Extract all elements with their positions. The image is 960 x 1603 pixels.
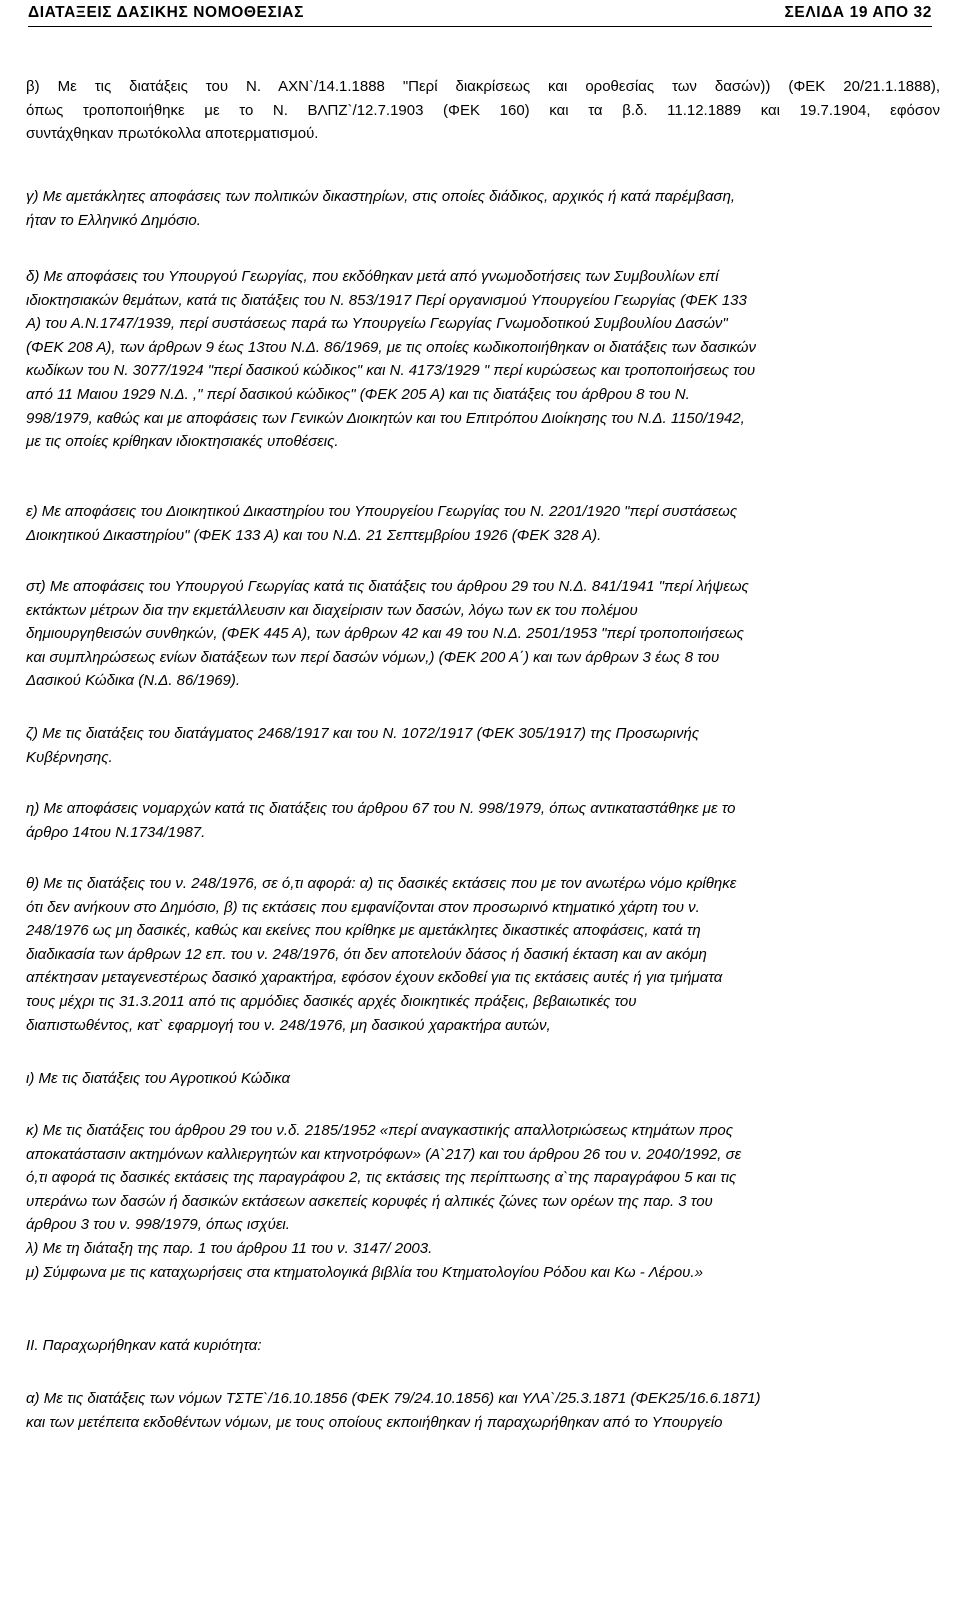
text-line: απέκτησαν μεταγενεστέρως δασικό χαρακτήρα, εφόσον έχουν εκδοθεί για τις εκτάσεις αυτές ή για τμήματα	[26, 969, 723, 987]
text-line: δ) Με αποφάσεις του Υπουργού Γεωργίας, που εκδόθηκαν μετά από γνωμοδοτήσεις των Συμβουλίων επί	[26, 268, 719, 285]
paragraph-theta	[26, 872, 940, 1037]
paragraph-st	[26, 575, 940, 693]
text-line: από 11 Μαιου 1929 Ν.Δ. ," περί δασικού κώδικος" (ΦΕΚ 205 Α) και τις διατάξεις του άρθρου 8 του Ν.	[26, 385, 690, 403]
text-line: (ΦΕΚ 208 Α), των άρθρων 9 έως 13του Ν.Δ. 86/1969, με τις οποίες κωδικοποιήθηκαν οι διατάξεις των δασικών	[26, 338, 756, 356]
text-line: και των μετέπειτα εκδοθέντων νόμων, με τους οποίους εκποιήθηκαν ή παραχωρήθηκαν από το Υπουργείο	[26, 1413, 723, 1431]
text-line: διαπιστωθέντος, κατ` εφαρμογή του ν. 248/1976, μη δασικού χαρακτήρα αυτών,	[26, 1016, 551, 1034]
text-line: τους μέχρι τις 31.3.2011 από τις αρμόδιες δασικές αρχές διοικητικές πράξεις, βεβαιωτικές του	[26, 992, 637, 1010]
text-line: κ) Με τις διατάξεις του άρθρου 29 του ν.δ. 2185/1952 «περί αναγκαστικής απαλλοτριώσεως κτημάτων προς	[26, 1122, 733, 1139]
text-line: θ) Με τις διατάξεις του ν. 248/1976, σε ό,τι αφορά: α) τις δασικές εκτάσεις που με τον ανωτέρω νόμο κρίθηκε	[26, 875, 737, 892]
text-line: όπως τροποποιήθηκε με το Ν. ΒΛΠΖ`/12.7.1903 (ΦΕΚ 160) και τα β.δ. 11.12.1889 και 19.7.1904, εφόσον	[26, 101, 940, 119]
text-line: Δασικού Κώδικα (Ν.Δ. 86/1969).	[26, 672, 241, 690]
text-line: ε) Με αποφάσεις του Διοικητικού Δικαστηρίου του Υπουργείου Γεωργίας του Ν. 2201/1920 "περί συστάσεως	[26, 503, 738, 520]
text-line: άρθρου 3 του ν. 998/1979, όπως ισχύει.	[26, 1216, 290, 1234]
text-line: ι) Με τις διατάξεις του Αγροτικού Κώδικα	[26, 1070, 291, 1087]
text-line: κωδίκων του Ν. 3077/1924 "περί δασικού κώδικος" και Ν. 4173/1929 " περί κυρώσεως και τροποποιήσεως του	[26, 362, 756, 380]
text-line: Κυβέρνησης.	[26, 748, 113, 766]
paragraph-lambda	[26, 1237, 940, 1261]
paragraph-alpha	[26, 1387, 940, 1434]
text-line: ήταν το Ελληνικό Δημόσιο.	[26, 211, 201, 229]
text-line: στ) Με αποφάσεις του Υπουργού Γεωργίας κατά τις διατάξεις του άρθρου 29 του Ν.Δ. 841/1941 "περί λήψεως	[26, 578, 749, 595]
text-line: ό,τι αφορά τις δασικές εκτάσεις της παραγράφου 2, τις εκτάσεις της περίπτωσης α`της παραγράφου 5 και τις	[26, 1169, 737, 1187]
text-line: 248/1976 ως μη δασικές, καθώς και εκείνες που κρίθηκε με αμετάκλητες δικαστικές αποφάσεις, κατά τη	[26, 922, 701, 940]
page-number: ΣΕΛΙΔΑ 19 ΑΠΟ 32	[784, 4, 932, 21]
text-line: Α) του Α.Ν.1747/1939, περί συστάσεως παρά τω Υπουργείω Γεωργίας Γνωμοδοτικού Συμβουλίου Δασών"	[26, 315, 728, 333]
text-line: β) Με τις διατάξεις του Ν. ΑΧΝ`/14.1.1888 "Περί διακρίσεως και οροθεσίας των δασών)) (ΦΕΚ 20/21.1.1888),	[26, 78, 940, 95]
text-line: α) Με τις διατάξεις των νόμων ΤΣΤΕ`/16.10.1856 (ΦΕΚ 79/24.10.1856) και ΥΛΑ`/25.3.1871 (ΦΕΚ25/16.6.1871)	[26, 1390, 761, 1407]
paragraph-eta	[26, 797, 940, 844]
paragraph-iota	[26, 1067, 940, 1091]
text-line: άρθρο 14του Ν.1734/1987.	[26, 823, 206, 841]
text-line: Διοικητικού Δικαστηρίου" (ΦΕΚ 133 Α) και του Ν.Δ. 21 Σεπτεμβρίου 1926 (ΦΕΚ 328 Α).	[26, 526, 602, 544]
text-line: ότι δεν ανήκουν στο Δημόσιο, β) τις εκτάσεις που εμφανίζονται στον προσωρινό κτηματικό χάρτη του ν.	[26, 898, 700, 916]
paragraph-beta	[26, 75, 940, 146]
page-header	[28, 0, 932, 27]
paragraph-epsilon	[26, 500, 940, 547]
text-line: 998/1979, καθώς και με αποφάσεις των Γενικών Διοικητών και του Επιτρόπου Διοίκησης του Ν.Δ. 1150/1942,	[26, 409, 745, 427]
text-line: γ) Με αμετάκλητες αποφάσεις των πολιτικών δικαστηρίων, στις οποίες διάδικος, αρχικός ή κατά παρέμβαση,	[26, 188, 736, 205]
paragraph-gamma	[26, 185, 940, 232]
text-line: υπεράνω των δασών ή δασικών εκτάσεων ασκεπείς κορυφές ή αλπικές ζώνες των ορέων της παρ. 3 του	[26, 1192, 713, 1210]
paragraph-zeta	[26, 722, 940, 769]
text-line: αποκατάστασιν ακτημόνων καλλιεργητών και κτηνοτρόφων» (Α`217) και του άρθρου 26 του ν. 2040/1992, σε	[26, 1145, 742, 1163]
text-line: ΙΙ. Παραχωρήθηκαν κατά κυριότητα:	[26, 1337, 262, 1354]
section-heading-ii	[26, 1334, 940, 1358]
text-line: λ) Με τη διάταξη της παρ. 1 του άρθρου 11 του ν. 3147/ 2003.	[26, 1240, 433, 1257]
document-title: ΔΙΑΤΑΞΕΙΣ ΔΑΣΙΚΗΣ ΝΟΜΟΘΕΣΙΑΣ	[28, 4, 304, 21]
text-line: εκτάκτων μέτρων δια την εκμετάλλευσιν και διαχείρισιν των δασών, λόγω των εκ του πολέμου	[26, 601, 638, 619]
text-line: συντάχθηκαν πρωτόκολλα αποτερματισμού.	[26, 125, 319, 143]
text-line: η) Με αποφάσεις νομαρχών κατά τις διατάξεις του άρθρου 67 του Ν. 998/1979, όπως αντικαταστάθηκε με το	[26, 800, 736, 817]
paragraph-mu	[26, 1261, 940, 1285]
paragraph-kappa	[26, 1119, 940, 1237]
text-line: δημιουργηθεισών συνθηκών, (ΦΕΚ 445 Α), των άρθρων 42 και 49 του Ν.Δ. 2501/1953 "περί τροποποιήσεως	[26, 625, 744, 643]
paragraph-delta	[26, 265, 940, 454]
text-line: με τις οποίες κρίθηκαν ιδιοκτησιακές υποθέσεις.	[26, 433, 339, 451]
text-line: μ) Σύμφωνα με τις καταχωρήσεις στα κτηματολογικά βιβλία του Κτηματολογίου Ρόδου και Κω - Λέρου.»	[26, 1264, 703, 1281]
text-line: διαδικασία των άρθρων 12 επ. του ν. 248/1976, ότι δεν αποτελούν δάσος ή δασική έκταση και αν ακόμη	[26, 945, 707, 963]
text-line: και συμπληρώσεως ενίων διατάξεων των περί δασών νόμων,) (ΦΕΚ 200 Α΄) και των άρθρων 3 έως 8 του	[26, 648, 720, 666]
text-line: ζ) Με τις διατάξεις του διατάγματος 2468/1917 και του Ν. 1072/1917 (ΦΕΚ 305/1917) της Προσωρινής	[26, 725, 700, 742]
text-line: ιδιοκτησιακών θεμάτων, κατά τις διατάξεις του Ν. 853/1917 Περί οργανισμού Υπουργείου Γεωργίας (ΦΕΚ 133	[26, 291, 747, 309]
